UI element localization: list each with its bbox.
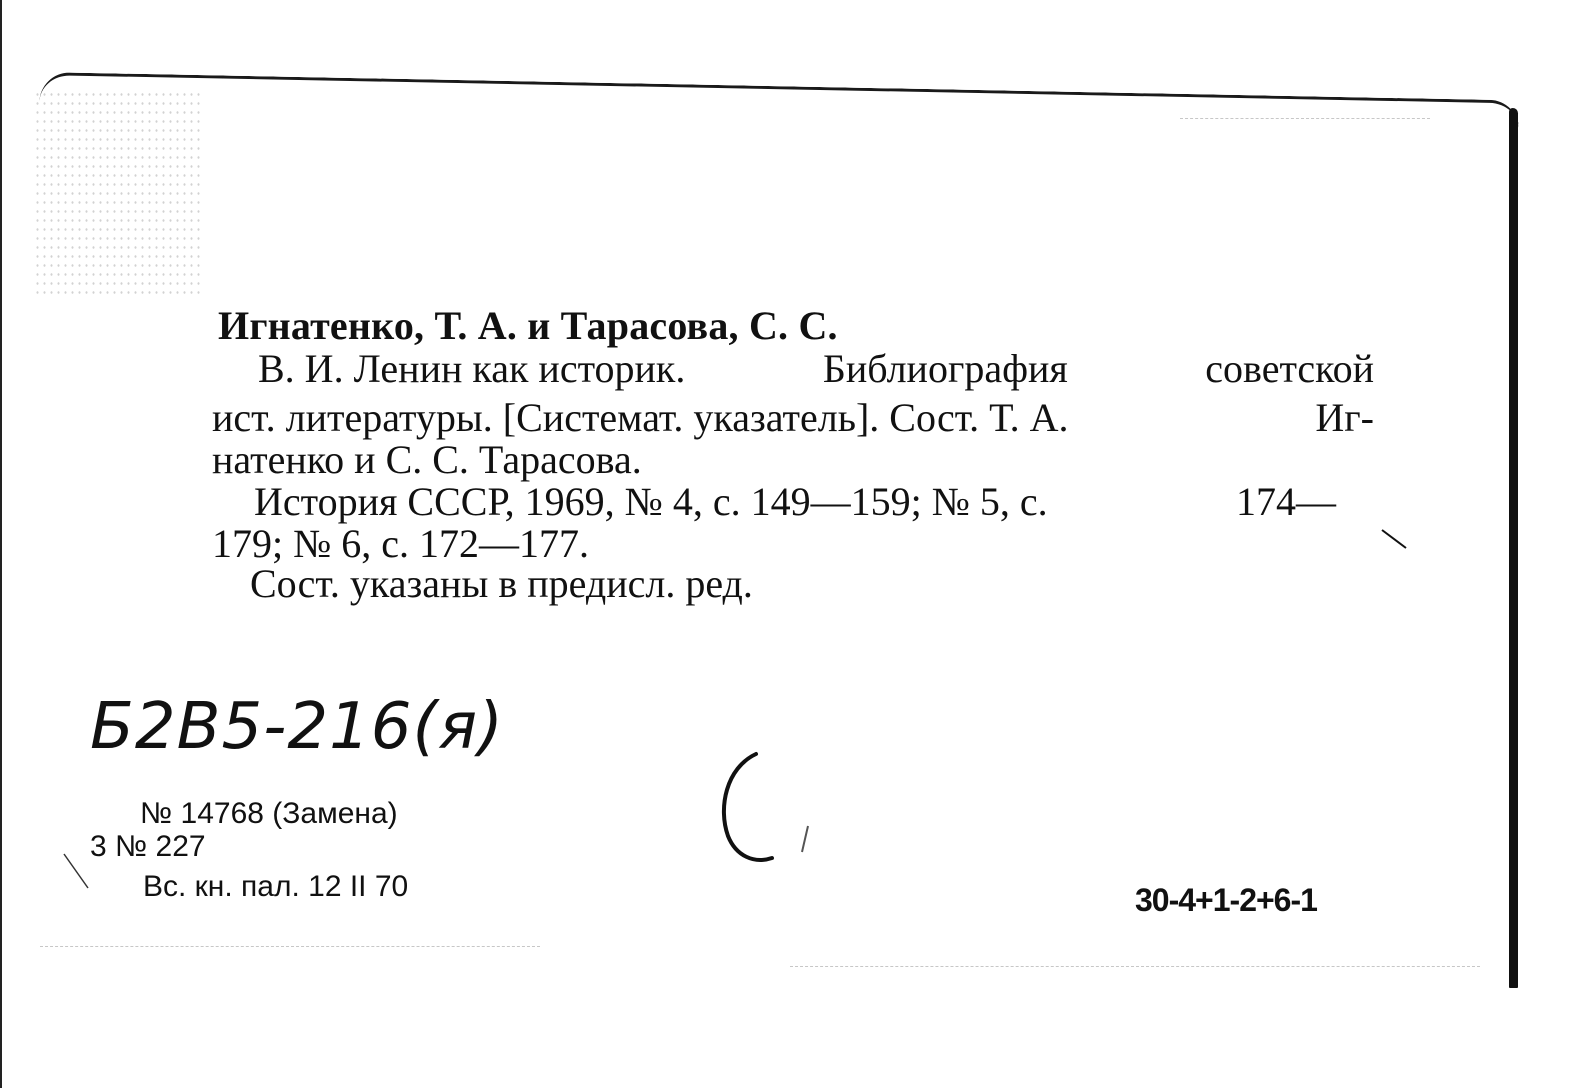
card-title-line-3: натенко и С. С. Тарасова. [212,437,642,482]
card-top-border [39,72,1520,143]
footer-book-chamber: Вс. кн. пал. 12 II 70 [143,870,409,903]
footer-order-number: № 14768 (Замена) [140,797,398,830]
ink-stroke-mark [62,852,92,892]
source-line-1-part-1: История СССР, 1969, № 4, с. 149—159; № 5, с. [254,479,1048,524]
footer-classification-code: 30-4+1-2+6-1 [1135,882,1317,918]
source-line-1-part-2: 174— [1236,479,1336,524]
title-line-1-part-2: Библиография [822,346,1068,391]
scan-left-edge [0,0,2,1088]
scan-artifact-line [1180,118,1430,119]
title-line-1-part-1: В. И. Ленин как историк. [258,346,686,391]
card-title-line-1 [258,345,1374,392]
card-note: Сост. указаны в предисл. ред. [250,561,753,606]
card-corner-speckle [34,90,204,300]
card-source-line-2: 179; № 6, с. 172—177. [212,521,590,566]
scan-artifact-line [40,946,540,947]
card-right-border [1509,108,1518,988]
ink-arc-mark [716,748,826,866]
card-heading-authors: Игнатенко, Т. А. и Тарасова, С. С. [218,303,838,348]
title-line-1-part-3: советской [1205,346,1374,391]
ink-stroke-mark [1380,528,1410,552]
card-source-line-1 [254,478,1336,525]
footer-zakaz: 3 № 227 [90,830,206,863]
title-line-2-part-1: ист. литературы. [Системат. указатель]. Сост. Т. А. [212,395,1069,440]
scan-artifact-line [790,966,1480,967]
handwritten-shelfmark: Б2В5-216(я) [90,690,504,764]
title-line-2-part-2: Иг- [1315,395,1374,440]
card-title-line-2 [212,394,1374,441]
